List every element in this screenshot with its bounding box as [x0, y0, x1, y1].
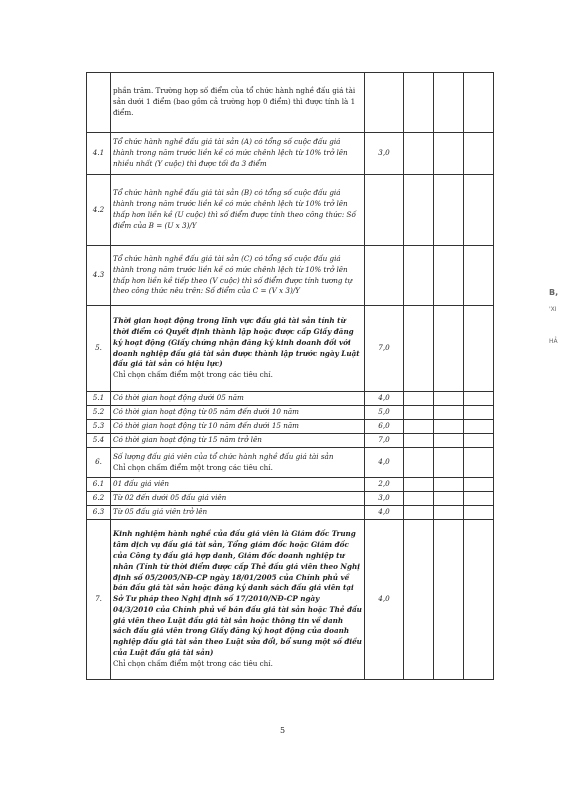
empty-cell: [404, 420, 434, 434]
table-row: [87, 478, 494, 492]
table-row: [87, 520, 494, 680]
row-content: [111, 448, 365, 478]
edge-mark: B,: [549, 288, 559, 297]
row-score: 7,0: [365, 434, 404, 448]
empty-cell: [464, 246, 494, 306]
empty-cell: [404, 406, 434, 420]
row-number: 5.4: [87, 434, 111, 448]
table-row: [87, 492, 494, 506]
row-content: 01 đấu giá viên: [111, 478, 365, 492]
row-content: Có thời gian hoạt động từ 15 năm trở lên: [111, 434, 365, 448]
row-number: 6.1: [87, 478, 111, 492]
row-number: 6.: [87, 448, 111, 478]
row-number: 5.: [87, 306, 111, 392]
scoring-table: [86, 72, 494, 680]
empty-cell: [464, 406, 494, 420]
table-row: [87, 246, 494, 306]
empty-cell: [464, 133, 494, 175]
empty-cell: [404, 306, 434, 392]
row-score: 7,0: [365, 306, 404, 392]
criterion-note: Chỉ chọn chấm điểm một trong các tiêu chí.: [113, 370, 273, 380]
empty-cell: [434, 448, 464, 478]
table-row: [87, 306, 494, 392]
criterion-title: Thời gian hoạt động trong lĩnh vực đấu giá tài sản tính từ thời điểm có Quyết định thành lập hoặc được cấp Giấy đăng ký hoạt động (Giấy chứng nhận đăng ký kinh doanh đối với doanh nghiệp đấu giá tài sản được thành lập trước ngày Luật đấu giá tài sản có hiệu lực): [113, 316, 360, 369]
row-content: [111, 520, 365, 680]
empty-cell: [404, 506, 434, 520]
criterion-title: Số lượng đấu giá viên của tổ chức hành nghề đấu giá tài sản: [113, 451, 334, 461]
table-row: [87, 175, 494, 246]
row-content: Có thời gian hoạt động dưới 05 năm: [111, 392, 365, 406]
row-content: [111, 306, 365, 392]
row-content: Từ 05 đấu giá viên trở lên: [111, 506, 365, 520]
empty-cell: [404, 246, 434, 306]
empty-cell: [404, 133, 434, 175]
row-score: [365, 246, 404, 306]
empty-cell: [464, 73, 494, 133]
empty-cell: [464, 306, 494, 392]
row-score: 4,0: [365, 520, 404, 680]
table-row: [87, 420, 494, 434]
empty-cell: [434, 406, 464, 420]
edge-mark: 'XI: [549, 306, 557, 313]
empty-cell: [404, 392, 434, 406]
empty-cell: [404, 492, 434, 506]
criterion-title: Kinh nghiệm hành nghề của đấu giá viên là Giám đốc Trung tâm dịch vụ đấu giá tài sản, Tổng giám đốc hoặc Giám đốc của Công ty đấu giá hợp danh, Giám đốc doanh nghiệp tư nhân (Tính từ thời điểm được cấp Thẻ đấu giá viên theo Nghị định số 05/2005/NĐ-CP ngày 18/01/2005 của Chính phủ về bán đấu giá tài sản hoặc đăng ký danh sách đấu giá viên tại Sở Tư pháp theo Nghị định số 17/2010/NĐ-CP ngày 04/3/2010 của Chính phủ về bán đấu giá tài sản hoặc Thẻ đấu giá viên theo Luật đấu giá tài sản hoặc thông tin về danh sách đấu giá viên trong Giấy đăng ký hoạt động của doanh nghiệp đấu giá tài sản theo Luật sửa đổi, bổ sung một số điều của Luật đấu giá tài sản): [113, 529, 362, 658]
empty-cell: [434, 306, 464, 392]
empty-cell: [434, 73, 464, 133]
row-content: Có thời gian hoạt động từ 10 năm đến dưới 15 năm: [111, 420, 365, 434]
empty-cell: [434, 420, 464, 434]
row-score: 4,0: [365, 448, 404, 478]
empty-cell: [464, 448, 494, 478]
table-row: [87, 392, 494, 406]
empty-cell: [464, 434, 494, 448]
empty-cell: [434, 520, 464, 680]
empty-cell: [434, 392, 464, 406]
row-score: 6,0: [365, 420, 404, 434]
empty-cell: [404, 175, 434, 246]
row-content: Tổ chức hành nghề đấu giá tài sản (A) có tổng số cuộc đấu giá thành trong năm trước liền kề có mức chênh lệch từ 10% trở lên nhiều nhất (Y cuộc) thì được tối đa 3 điểm: [111, 133, 365, 175]
row-score: 3,0: [365, 133, 404, 175]
empty-cell: [434, 478, 464, 492]
table-row: [87, 406, 494, 420]
empty-cell: [464, 478, 494, 492]
criterion-note: Chỉ chọn chấm điểm một trong các tiêu chí.: [113, 462, 273, 472]
row-content: Tổ chức hành nghề đấu giá tài sản (C) có tổng số cuộc đấu giá thành trong năm trước liền kề có mức chênh lệch từ 10% trở lên thấp hơn liền kề tiếp theo (V cuộc) thì số điểm được tính tương tự theo công thức nêu trên: Số điểm của C = (V x 3)/Y: [111, 246, 365, 306]
row-score: [365, 175, 404, 246]
empty-cell: [464, 175, 494, 246]
page-number: 5: [279, 726, 286, 735]
row-score: 3,0: [365, 492, 404, 506]
row-number: 5.1: [87, 392, 111, 406]
empty-cell: [464, 420, 494, 434]
empty-cell: [404, 520, 434, 680]
row-number: 6.2: [87, 492, 111, 506]
row-score: 4,0: [365, 506, 404, 520]
row-content: Tổ chức hành nghề đấu giá tài sản (B) có tổng số cuộc đấu giá thành trong năm trước liền kề có mức chênh lệch từ 10% trở lên thấp hơn liền kề (U cuộc) thì số điểm được tính theo công thức: Số điểm của B = (U x 3)/Y: [111, 175, 365, 246]
empty-cell: [404, 478, 434, 492]
row-score: [365, 73, 404, 133]
empty-cell: [434, 246, 464, 306]
empty-cell: [404, 73, 434, 133]
row-number: 6.3: [87, 506, 111, 520]
empty-cell: [434, 434, 464, 448]
criterion-note: Chỉ chọn chấm điểm một trong các tiêu chí.: [113, 658, 273, 668]
row-score: 4,0: [365, 392, 404, 406]
empty-cell: [464, 392, 494, 406]
row-number: 4.2: [87, 175, 111, 246]
empty-cell: [434, 133, 464, 175]
empty-cell: [434, 175, 464, 246]
row-number: 7.: [87, 520, 111, 680]
row-number: 5.3: [87, 420, 111, 434]
table-row: [87, 434, 494, 448]
row-score: 5,0: [365, 406, 404, 420]
empty-cell: [464, 492, 494, 506]
row-number: 4.3: [87, 246, 111, 306]
table-row: [87, 133, 494, 175]
empty-cell: [404, 434, 434, 448]
table-row: [87, 73, 494, 133]
row-content: Từ 02 đến dưới 05 đấu giá viên: [111, 492, 365, 506]
empty-cell: [464, 506, 494, 520]
table-row: [87, 506, 494, 520]
row-content: Có thời gian hoạt động từ 05 năm đến dưới 10 năm: [111, 406, 365, 420]
row-score: 2,0: [365, 478, 404, 492]
empty-cell: [434, 506, 464, 520]
empty-cell: [434, 492, 464, 506]
table-row: [87, 448, 494, 478]
empty-cell: [404, 448, 434, 478]
row-number: [87, 73, 111, 133]
row-content: phần trăm. Trường hợp số điểm của tổ chức hành nghề đấu giá tài sản dưới 1 điểm (bao gồm cả trường hợp 0 điểm) thì được tính là 1 điểm.: [111, 73, 365, 133]
edge-mark: HẢ: [549, 338, 558, 345]
row-number: 5.2: [87, 406, 111, 420]
row-number: 4.1: [87, 133, 111, 175]
empty-cell: [464, 520, 494, 680]
